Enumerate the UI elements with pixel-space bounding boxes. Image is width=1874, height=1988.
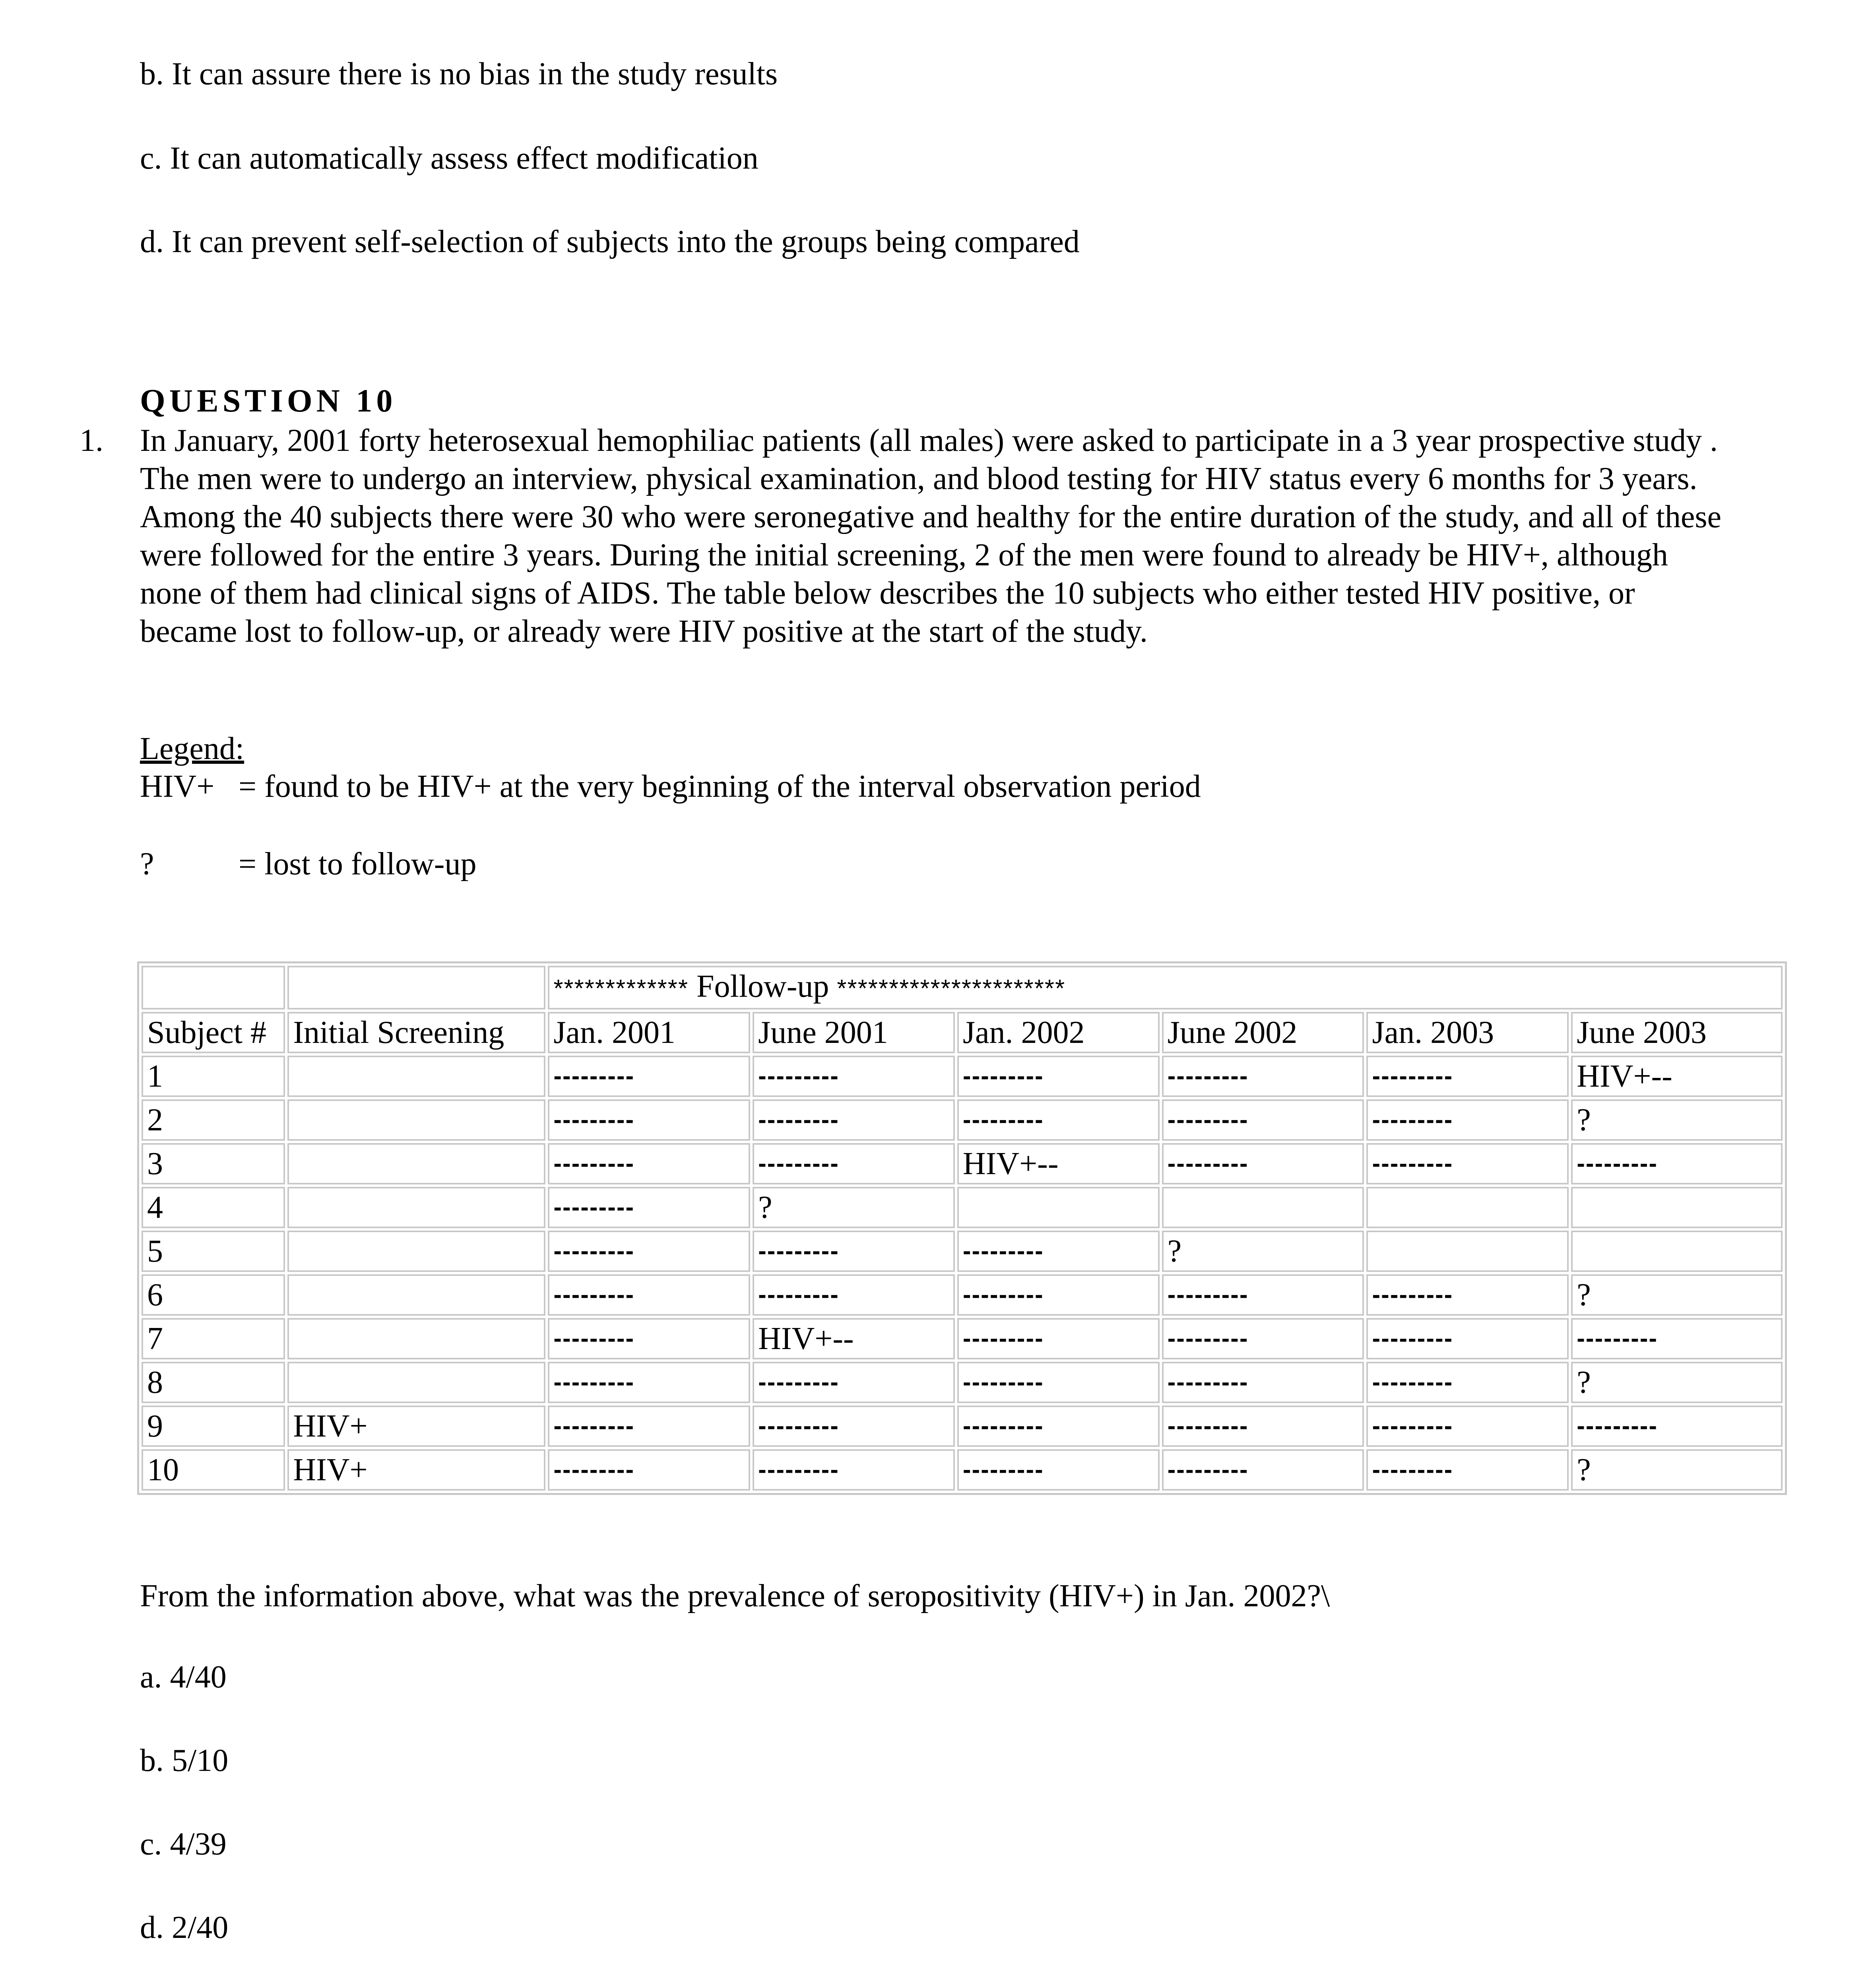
table-cell: --------- (1366, 1143, 1569, 1184)
header-june-2001: June 2001 (753, 1012, 955, 1053)
table-cell (1366, 1231, 1569, 1272)
table-cell: --------- (957, 1099, 1160, 1141)
table-cell (287, 1318, 545, 1359)
table-cell: HIV+ (287, 1406, 545, 1447)
table-cell: --------- (1366, 1318, 1569, 1359)
table-cell: 9 (142, 1406, 285, 1447)
table-cell: 8 (142, 1362, 285, 1403)
header-jan-2003: Jan. 2003 (1366, 1012, 1569, 1053)
table-row (142, 1143, 1783, 1184)
table-cell (1366, 1187, 1569, 1228)
table-cell: 3 (142, 1143, 285, 1184)
legend-symbol-lost: ? (140, 846, 154, 881)
header-initial-screening: Initial Screening (287, 1012, 545, 1053)
header-jan-2002: Jan. 2002 (957, 1012, 1160, 1053)
table-cell: --------- (957, 1406, 1160, 1447)
table-cell: --------- (548, 1274, 750, 1316)
table-cell: --------- (1571, 1406, 1783, 1447)
followup-header (548, 966, 1783, 1010)
table-cell: ? (753, 1187, 955, 1228)
table-cell: --------- (957, 1274, 1160, 1316)
table-header-row (142, 1012, 1783, 1053)
table-row (142, 1274, 1783, 1316)
table-cell: --------- (753, 1406, 955, 1447)
table-row-followup (142, 966, 1783, 1010)
table-row (142, 1099, 1783, 1141)
question-10-paragraph: In January, 2001 forty heterosexual hemophiliac patients (all males) were asked to participate in a 3 year prospective study . The men were to undergo an interview, physical examination, and blood testing for HIV status every 6 months for 3 years. Among the 40 subjects there were 30 who were seronegative and healthy for the entire duration of the study, and all of these were followed for the entire 3 years. During the initial screening, 2 of the men were found to already be HIV+, although none of them had clinical signs of AIDS. The table below describes the 10 subjects who either tested HIV positive, or became lost to follow-up, or already were HIV positive at the start of the study. (140, 423, 1721, 649)
table-cell: HIV+-- (753, 1318, 955, 1359)
table-cell: --------- (753, 1143, 955, 1184)
table-cell: 2 (142, 1099, 285, 1141)
table-cell: 10 (142, 1449, 285, 1491)
table-cell (287, 1056, 545, 1097)
table-cell (142, 966, 285, 1010)
table-cell: --------- (1366, 1056, 1569, 1097)
table-cell: --------- (1162, 1318, 1364, 1359)
legend-title: Legend: (140, 731, 244, 766)
question-10-title: QUESTION 10 (140, 382, 397, 419)
table-cell: --------- (753, 1099, 955, 1141)
table-cell: --------- (1162, 1099, 1364, 1141)
table-cell: --------- (1162, 1274, 1364, 1316)
table-cell: --------- (1366, 1406, 1569, 1447)
table-cell: HIV+-- (1571, 1056, 1783, 1097)
table-cell: --------- (1366, 1274, 1569, 1316)
table-cell (1571, 1231, 1783, 1272)
table-cell: HIV+ (287, 1449, 545, 1491)
table-cell (287, 1274, 545, 1316)
table-cell: 7 (142, 1318, 285, 1359)
table-cell: ? (1571, 1274, 1783, 1316)
table-cell: --------- (1162, 1143, 1364, 1184)
table-cell: HIV+-- (957, 1143, 1160, 1184)
table-cell: --------- (957, 1231, 1160, 1272)
table-cell (287, 1231, 545, 1272)
table-cell: 1 (142, 1056, 285, 1097)
q10-option-d[interactable]: d. 2/40 (140, 1910, 229, 1945)
table-cell: --------- (548, 1143, 750, 1184)
table-cell: --------- (548, 1187, 750, 1228)
q10-option-c[interactable]: c. 4/39 (140, 1827, 227, 1862)
table-cell: --------- (957, 1056, 1160, 1097)
table-cell (1162, 1187, 1364, 1228)
table-row (142, 1318, 1783, 1359)
table-cell: --------- (548, 1056, 750, 1097)
table-row (142, 1406, 1783, 1447)
table-cell: --------- (753, 1274, 955, 1316)
table-cell: ? (1571, 1449, 1783, 1491)
followup-stars-left: ************* (553, 975, 689, 1002)
hiv-followup-table (137, 961, 1787, 1495)
q9-option-d[interactable]: d. It can prevent self-selection of subjects into the groups being compared (140, 224, 1080, 259)
table-cell: --------- (1571, 1318, 1783, 1359)
table-body (142, 1056, 1783, 1491)
table-cell (1571, 1187, 1783, 1228)
legend-symbol-hiv: HIV+ (140, 769, 215, 804)
table-cell: --------- (548, 1099, 750, 1141)
table-cell: --------- (957, 1362, 1160, 1403)
table-cell: --------- (1366, 1449, 1569, 1491)
table-cell: --------- (957, 1449, 1160, 1491)
table-row (142, 1362, 1783, 1403)
question-10-number: 1. (80, 423, 103, 458)
table-cell (287, 1143, 545, 1184)
header-june-2002: June 2002 (1162, 1012, 1364, 1053)
table-cell (957, 1187, 1160, 1228)
table-cell: ? (1162, 1231, 1364, 1272)
table-cell: 4 (142, 1187, 285, 1228)
table-cell: --------- (548, 1449, 750, 1491)
table-cell: ? (1571, 1099, 1783, 1141)
table-cell: --------- (548, 1231, 750, 1272)
table-cell: --------- (753, 1056, 955, 1097)
table-cell: --------- (1162, 1056, 1364, 1097)
table-cell: --------- (753, 1449, 955, 1491)
table-cell (287, 966, 545, 1010)
table-cell: 5 (142, 1231, 285, 1272)
table-cell: --------- (548, 1406, 750, 1447)
table-cell: --------- (1366, 1099, 1569, 1141)
table-cell: --------- (1162, 1406, 1364, 1447)
question-10-prompt: From the information above, what was the prevalence of seropositivity (HIV+) in Jan. 2002?\ (140, 1578, 1330, 1613)
table-cell: --------- (957, 1318, 1160, 1359)
followup-label: Follow-up (696, 969, 829, 1004)
table-row (142, 1187, 1783, 1228)
header-jan-2001: Jan. 2001 (548, 1012, 750, 1053)
table-cell: 6 (142, 1274, 285, 1316)
table-row (142, 1231, 1783, 1272)
legend-meaning-hiv: = found to be HIV+ at the very beginning of the interval observation period (239, 769, 1201, 804)
table-cell: --------- (753, 1362, 955, 1403)
followup-stars-right: ********************** (837, 975, 1066, 1002)
table-cell: --------- (1571, 1143, 1783, 1184)
table-cell: ? (1571, 1362, 1783, 1403)
header-subject: Subject # (142, 1012, 285, 1053)
table-row (142, 1056, 1783, 1097)
header-june-2003: June 2003 (1571, 1012, 1783, 1053)
table-cell: --------- (1366, 1362, 1569, 1403)
table-cell (287, 1099, 545, 1141)
q9-option-b[interactable]: b. It can assure there is no bias in the study results (140, 56, 778, 91)
q10-option-b[interactable]: b. 5/10 (140, 1743, 229, 1778)
table-cell: --------- (548, 1362, 750, 1403)
table-cell: --------- (548, 1318, 750, 1359)
table-cell (287, 1362, 545, 1403)
table-cell: --------- (1162, 1362, 1364, 1403)
q10-option-a[interactable]: a. 4/40 (140, 1660, 227, 1695)
table-row (142, 1449, 1783, 1491)
table-cell: --------- (753, 1231, 955, 1272)
table-cell (287, 1187, 545, 1228)
table-cell: --------- (1162, 1449, 1364, 1491)
legend-meaning-lost: = lost to follow-up (239, 846, 477, 881)
q9-option-c[interactable]: c. It can automatically assess effect modification (140, 141, 759, 176)
